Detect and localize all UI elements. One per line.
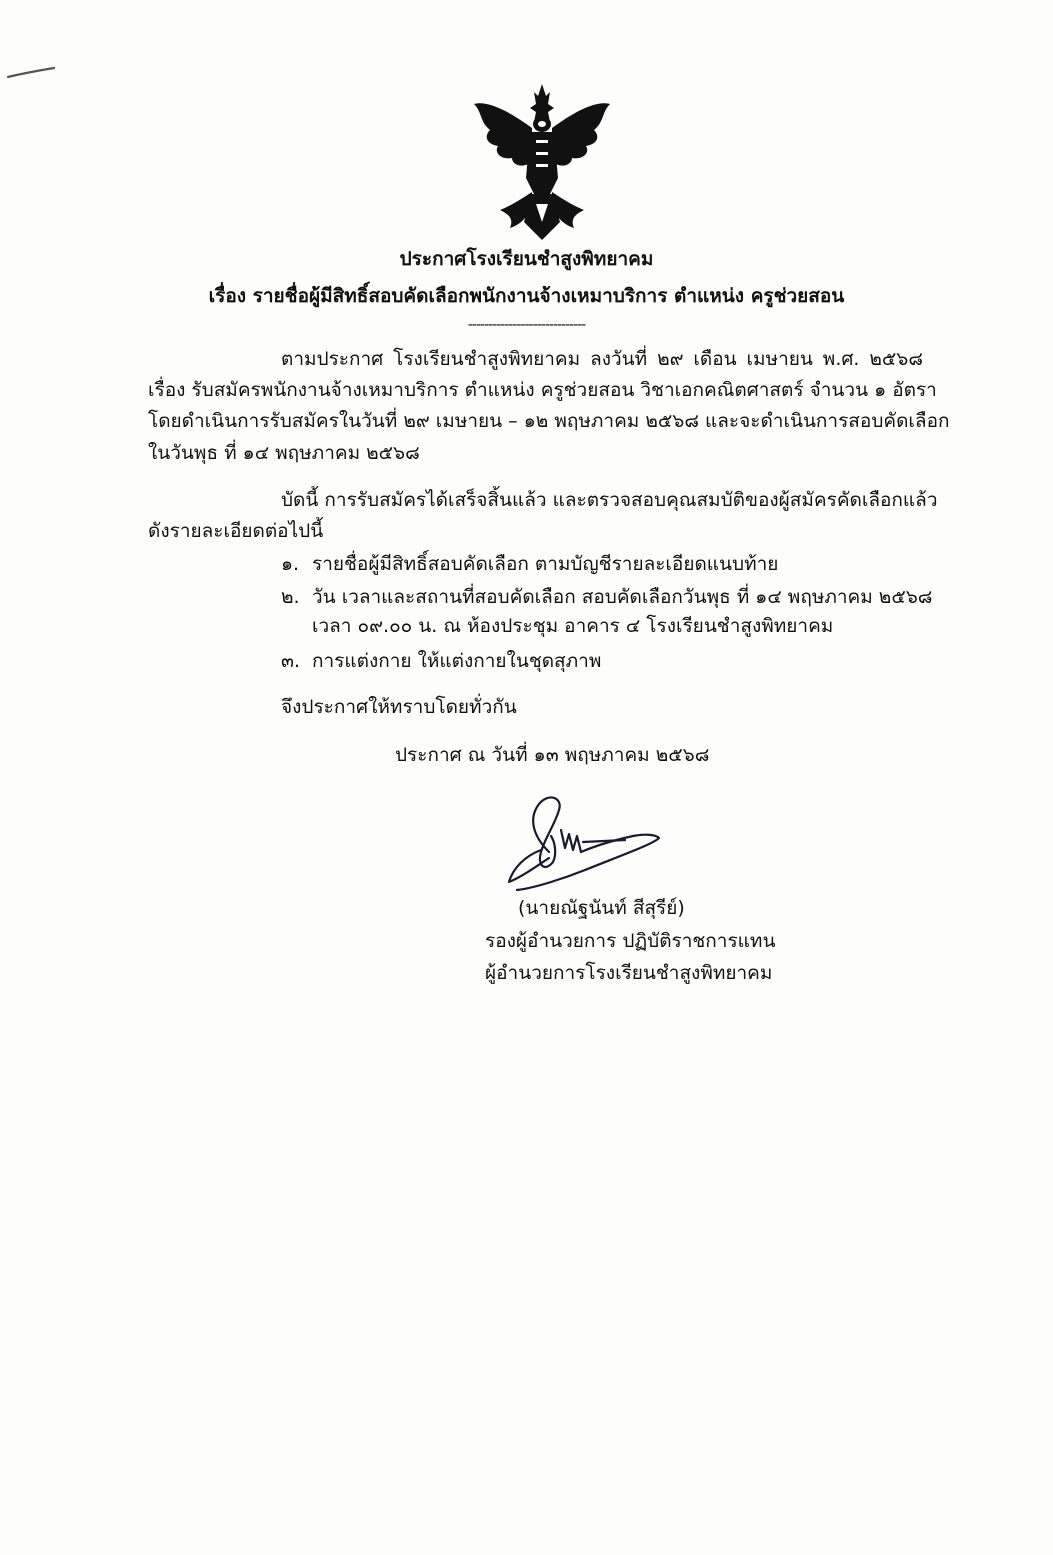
para2-line2: ดังรายละเอียดต่อไปนี้ — [148, 520, 324, 542]
signatory-name: (นายณัฐนันท์ สีสุรีย์) — [518, 897, 685, 919]
item-3-text: การแต่งกาย ให้แต่งกายในชุดสุภาพ — [312, 650, 602, 672]
item-3-number: ๓. — [281, 650, 301, 672]
para2-line1: บัดนี้ การรับสมัครได้เสร็จสิ้นแล้ว และตรวจสอบคุณสมบัติของผู้สมัครคัดเลือกแล้ว — [281, 489, 938, 511]
item-2-number: ๒. — [281, 586, 300, 608]
title-divider: ----------------------------- — [467, 317, 586, 333]
item-2-text: วัน เวลาและสถานที่สอบคัดเลือก สอบคัดเลือกวันพุธ ที่ ๑๔ พฤษภาคม ๒๕๖๘ — [312, 586, 933, 608]
stray-mark — [6, 66, 56, 80]
signatory-position-1: รองผู้อำนวยการ ปฏิบัติราชการแทน — [485, 930, 776, 952]
announcement-subject: เรื่อง รายชื่อผู้มีสิทธิ์สอบคัดเลือกพนักงานจ้างเหมาบริการ ตำแหน่ง ครูช่วยสอน — [208, 285, 845, 307]
announcement-title: ประกาศโรงเรียนชำสูงพิทยาคม — [399, 248, 654, 270]
para1-line1: ตามประกาศ โรงเรียนชำสูงพิทยาคม ลงวันที่ ๒๙ เดือน เมษายน พ.ศ. ๒๕๖๘ — [281, 348, 923, 370]
closing-statement: จึงประกาศให้ทราบโดยทั่วกัน — [281, 696, 517, 718]
signatory-position-2: ผู้อำนวยการโรงเรียนชำสูงพิทยาคม — [485, 962, 773, 984]
item-1-text: รายชื่อผู้มีสิทธิ์สอบคัดเลือก ตามบัญชีรายละเอียดแนบท้าย — [312, 553, 779, 575]
item-2-continuation: เวลา ๐๙.๐๐ น. ณ ห้องประชุม อาคาร ๔ โรงเรียนชำสูงพิทยาคม — [312, 615, 834, 637]
para1-line4: ในวันพุธ ที่ ๑๔ พฤษภาคม ๒๕๖๘ — [148, 442, 420, 464]
garuda-emblem-icon — [470, 82, 615, 242]
para1-line2: เรื่อง รับสมัครพนักงานจ้างเหมาบริการ ตำแหน่ง ครูช่วยสอน วิชาเอกคณิตศาสตร์ จำนวน ๑ อัตรา — [148, 379, 937, 401]
handwritten-signature — [505, 790, 665, 895]
announcement-date: ประกาศ ณ วันที่ ๑๓ พฤษภาคม ๒๕๖๘ — [395, 744, 710, 766]
para1-line3: โดยดำเนินการรับสมัครในวันที่ ๒๙ เมษายน – ๑๒ พฤษภาคม ๒๕๖๘ และจะดำเนินการสอบคัดเลือก — [148, 410, 950, 432]
item-1-number: ๑. — [281, 553, 300, 575]
